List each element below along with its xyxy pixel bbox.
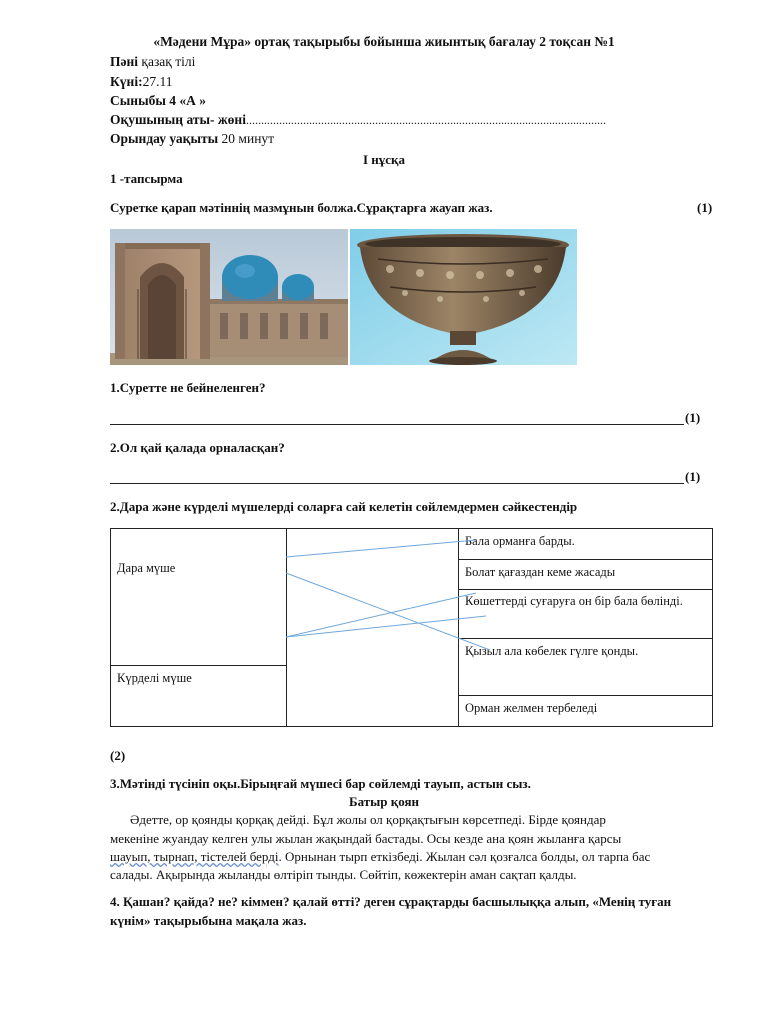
story-line-1: Әдетте, ор қоянды қорқақ дейді. Бұл жолы ол қорқақтығын көрсетпеді. Бірде қояндар — [130, 812, 606, 827]
underlined-phrase: шауып, тырнап, тістелей берді — [110, 849, 279, 864]
task2-heading: 2.Дара және күрделі мүшелерді соларға сай келетін сөйлемдермен сәйкестендір — [110, 499, 578, 514]
match-line-4 — [286, 616, 486, 637]
date-value: 27.11 — [142, 74, 173, 89]
story-title: Батыр қоян — [348, 794, 420, 809]
task4-line-1: 4. Қашан? қайда? не? кіммен? қалай өтті? деген сұрақтарды басшылыққа алып, «Менің туған — [110, 894, 672, 909]
student-name-dots: ........................................................................................................................ — [245, 113, 606, 127]
document-title: «Мәдени Мұра» ортақ тақырыбы бойынша жиынтық бағалау 2 тоқсан №1 — [153, 34, 615, 49]
class-label: Сыныбы 4 «А » — [110, 93, 207, 108]
match-line-3 — [286, 593, 476, 637]
sentence-1: Бала орманға барды. — [465, 534, 575, 548]
time-value: 20 минут — [221, 131, 275, 146]
sentence-5: Орман желмен тербеледі — [465, 701, 598, 715]
student-name-label: Оқушының аты- жөні — [110, 112, 246, 127]
task1-question2-score: (1) — [685, 469, 701, 484]
story-line-2: мекеніне жуандау келген улы жылан жақындай бастады. Осы кезде ана қоян жыланға қарсы — [110, 831, 622, 846]
task4-line-2: күнім» тақырыбына мақала жаз. — [110, 913, 307, 928]
simple-member-label: Дара мүше — [117, 561, 176, 575]
story-line-4: салады. Ақырында жыланды өлтіріп тынды. Сөйтіп, көжектерін аман сақтап қалды. — [110, 867, 577, 882]
task1-question2: 2.Ол қай қалада орналасқан? — [110, 440, 285, 455]
task2-score: (2) — [110, 748, 126, 763]
time-label: Орындау уақыты — [110, 131, 219, 146]
sentence-3: Көшеттерді суғаруға он бір бала бөлінді. — [465, 594, 683, 608]
sentence-2: Болат қағаздан кеме жасады — [465, 565, 616, 579]
task1-heading: 1 -тапсырма — [110, 171, 183, 186]
task3-heading: 3.Мәтінді түсініп оқы.Бірыңғай мүшесі бар сөйлемді тауып, астын сыз. — [110, 776, 531, 791]
sentence-4: Қызыл ала көбелек гүлге қонды. — [465, 644, 639, 658]
variant-heading: І нұсқа — [362, 152, 406, 167]
subject-value: қазақ тілі — [141, 54, 196, 69]
task1-question1-score: (1) — [685, 410, 701, 425]
date-label: Күні: — [110, 74, 143, 89]
subject-label: Пәні — [110, 54, 139, 69]
story-line-3 — [110, 849, 650, 865]
task1-instruction-score: (1) — [697, 200, 713, 215]
match-line-1 — [286, 540, 476, 557]
task1-question1: 1.Суретте не бейнеленген? — [110, 380, 266, 395]
task1-instruction: Суретке қарап мәтіннің мазмұнын болжа.Сұрақтарға жауап жаз. — [110, 200, 493, 215]
match-line-2 — [286, 573, 490, 650]
complex-member-label: Күрделі мүше — [117, 671, 192, 685]
story-line-3-rest: . Орнынан тырп еткізбеді. Жылан сәл қозғалса болды, ол тарпа бас — [278, 849, 651, 864]
